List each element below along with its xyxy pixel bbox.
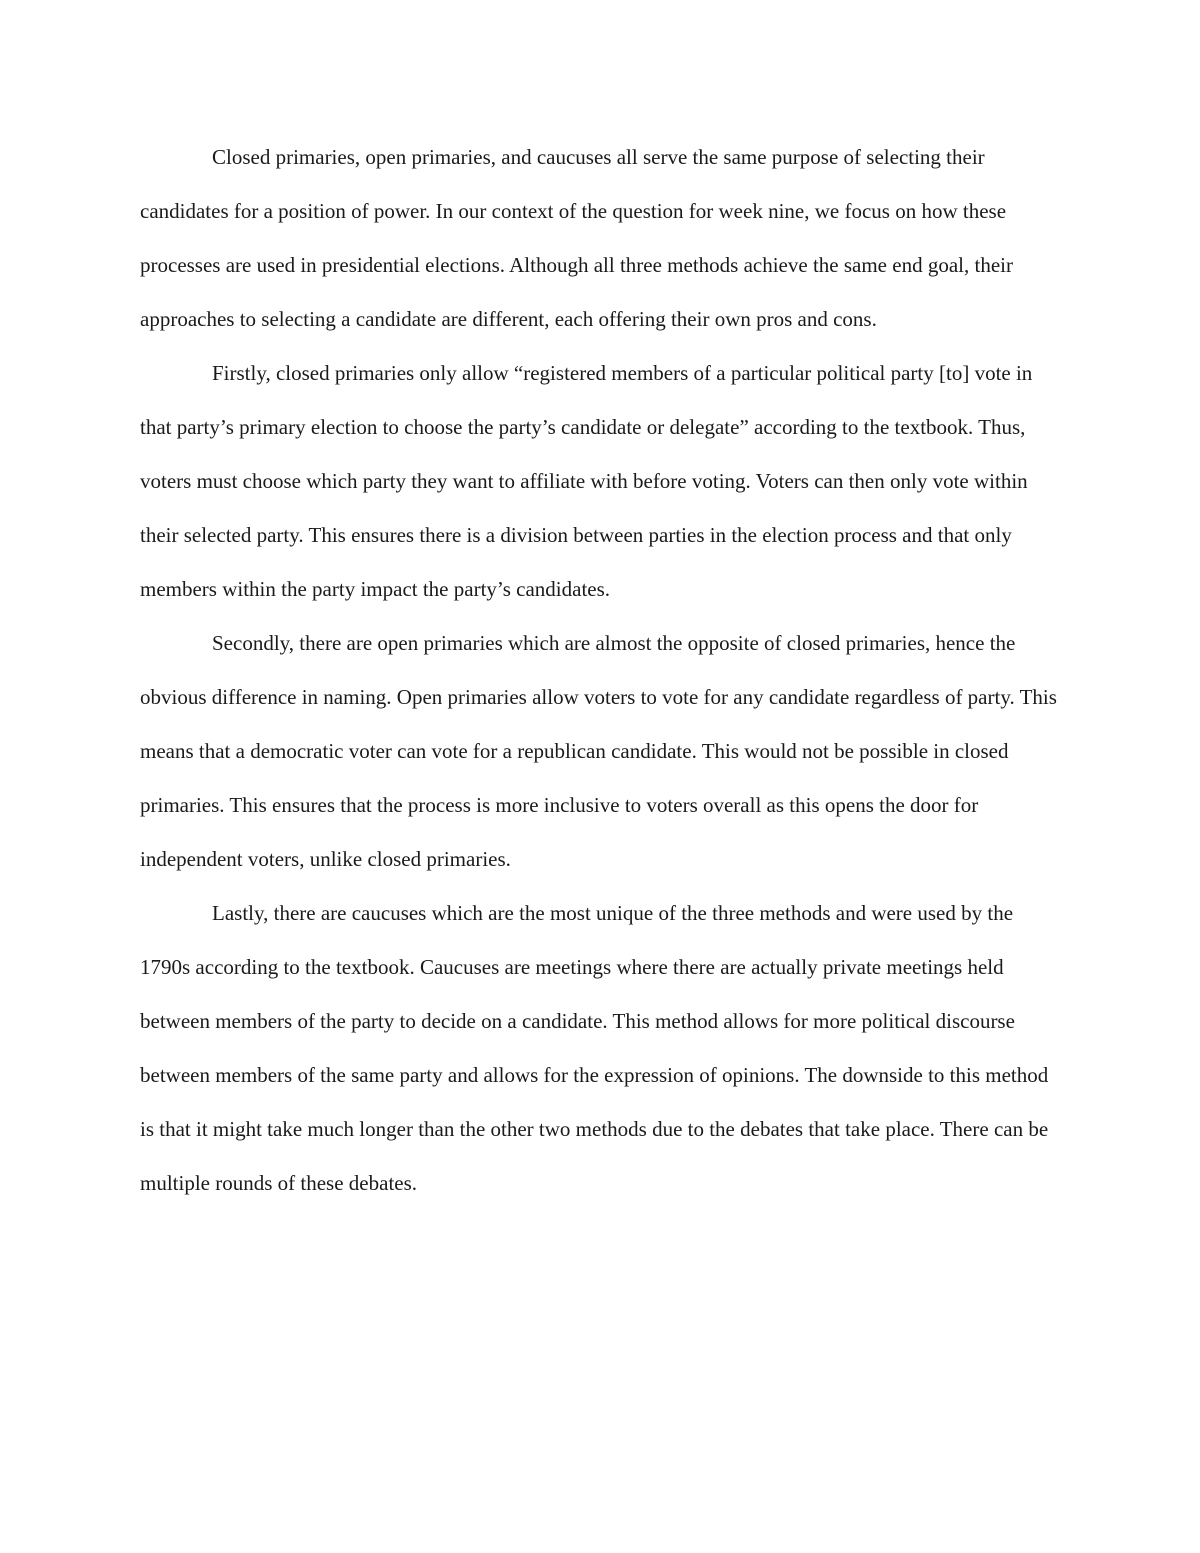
paragraph-caucuses: Lastly, there are caucuses which are the most unique of the three methods and were used by the 1790s according to the textbook. Caucuses are meetings where there are actually private meetings held between members of the party to decide on a candidate. This method allows for more political discourse between members of the same party and allows for the expression of opinions. The downside to this method is that it might take much longer than the other two methods due to the debates that take place. There can be multiple rounds of these debates. (140, 901, 1049, 1195)
paragraph-intro: Closed primaries, open primaries, and caucuses all serve the same purpose of selecting their candidates for a position of power. In our context of the question for week nine, we focus on how these processes are used in presidential elections. Although all three methods achieve the same end goal, their approaches to selecting a candidate are different, each offering their own pros and cons. (140, 145, 1013, 331)
paragraph-closed-primaries: Firstly, closed primaries only allow “registered members of a particular political party [to] vote in that party’s primary election to choose the party’s candidate or delegate” according to the textbook. Thus, voters must choose which party they want to affiliate with before voting. Voters can then only vote within their selected party. This ensures there is a division between parties in the election process and that only members within the party impact the party’s candidates. (140, 361, 1033, 601)
paragraph-open-primaries: Secondly, there are open primaries which are almost the opposite of closed primaries, hence the obvious difference in naming. Open primaries allow voters to vote for any candidate regardless of party. This means that a democratic voter can vote for a republican candidate. This would not be possible in closed primaries. This ensures that the process is more inclusive to voters overall as this opens the door for independent voters, unlike closed primaries. (140, 631, 1057, 871)
document-body (140, 130, 1060, 1210)
